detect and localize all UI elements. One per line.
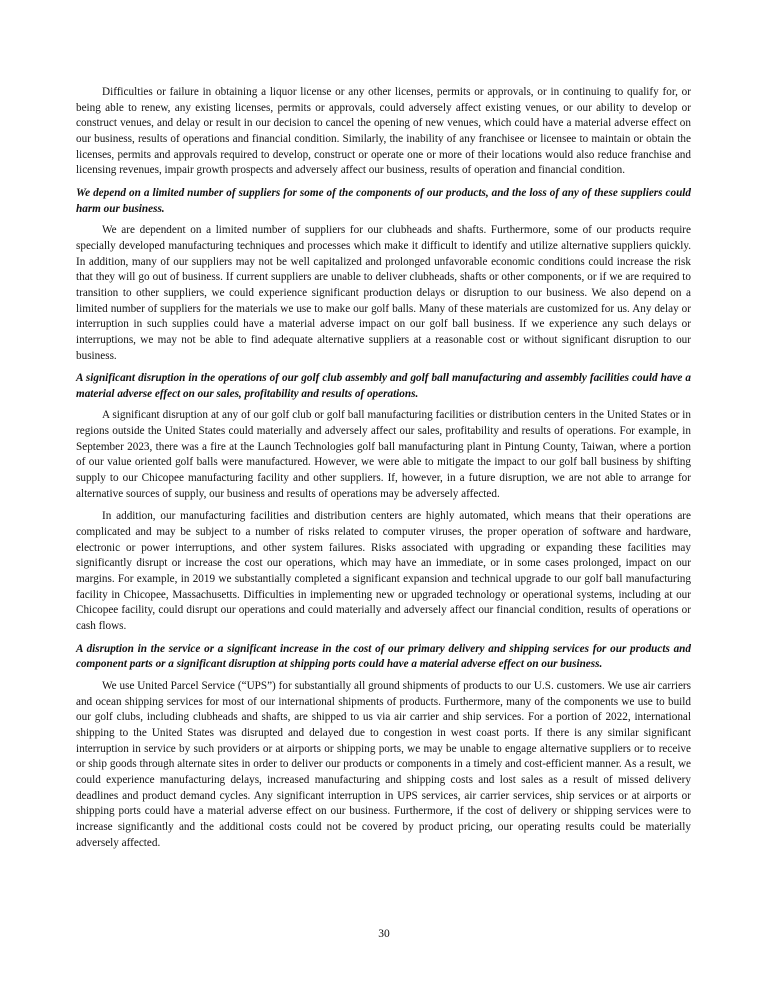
paragraph-suppliers: We are dependent on a limited number of suppliers for our clubheads and shafts. Furthermore, some of our products require specially developed manufacturing techniques and processes which make it difficult to identify and utilize alternative suppliers quickly. In addition, many of our suppliers may not be well capitalized and prolonged unfavorable economic conditions could increase the risk that they will go out of business. If current suppliers are unable to deliver clubheads, shafts or other components, or if we are required to transition to other suppliers, we could experience significant production delays or disruption to our business. We also depend on a limited number of suppliers for the materials we use to make our golf balls. Many of these materials are customized for us. Any delay or interruption in such supplies could have a material adverse impact on our golf ball business. If we experience any such delays or interruptions, we may not be able to find adequate alternative suppliers at a reasonable cost or without significant disruption to our business. bbox=[76, 224, 691, 362]
paragraph-automation-risks: In addition, our manufacturing facilities and distribution centers are highly automated, which means that their operations are complicated and may be subject to a number of risks related to computer viruses, the proper operation of software and hardware, electronic or power interruptions, and other system failures. Risks associated with upgrading or expanding these facilities may significantly disrupt or increase the cost our operations, which may have an immediate, or in some cases prolonged, impact on our margins. For example, in 2019 we substantially completed a significant expansion and technical upgrade to our golf ball manufacturing facility in Chicopee, Massachusetts. Difficulties in implementing new or upgraded technology or operational systems, including at our Chicopee facility, could disrupt our operations and could materially and adversely affect our financial condition, results of operations or cash flows. bbox=[76, 510, 691, 632]
heading-suppliers: We depend on a limited number of suppliers for some of the components of our products, and the loss of any of these suppliers could harm our business. bbox=[76, 186, 691, 215]
page-number: 30 bbox=[378, 928, 390, 940]
paragraph-shipping-disruption: We use United Parcel Service (“UPS”) for substantially all ground shipments of products to our U.S. customers. We use air carriers and ocean shipping services for most of our international shipments of products. Furthermore, many of the components we use to build our golf clubs, including clubheads and shafts, are shipped to us via air carrier and ship services. For a portion of 2022, international shipping to the United States was disrupted and delayed due to congestion in west coast ports. If there is any similar significant interruption in service by such providers or at airports or shipping ports, we may be unable to engage alternative suppliers or to receive or ship goods through alternate sites in order to deliver our products or components in a timely and cost-efficient manner. As a result, we could experience manufacturing delays, increased manufacturing and shipping costs and lost sales as a result of missed delivery deadlines and product demand cycles. Any significant interruption in UPS services, air carrier services, ship services or at airports or shipping ports could have a material adverse effect on our business. Furthermore, if the cost of delivery or shipping services were to increase significantly and the additional costs could not be covered by product pricing, our operating results could be materially adversely affected. bbox=[76, 679, 691, 849]
heading-shipping-disruption: A disruption in the service or a significant increase in the cost of our primary delivery and shipping services for our products and component parts or a significant disruption at shipping ports could have a material adverse effect on our business. bbox=[76, 642, 691, 671]
heading-manufacturing-disruption: A significant disruption in the operations of our golf club assembly and golf ball manufacturing and assembly facilities could have a material adverse effect on our sales, profitability and results of operations. bbox=[76, 372, 691, 400]
paragraph-licenses: Difficulties or failure in obtaining a liquor license or any other licenses, permits or approvals, or in continuing to qualify for, or being able to renew, any existing licenses, permits or approvals, could adversely affect existing venues, or our ability to develop or construct venues, and delay or result in our decision to cancel the opening of new venues, which could have a material adverse effect on our business, results of operations and financial condition. Similarly, the inability of any franchisee or licensee to maintain or obtain the licenses, permits and approvals required to develop, construct or operate one or more of their locations would also reduce franchise and licensing revenues, impair growth prospects and adversely affect our business, results of operation and financial condition. bbox=[76, 86, 691, 177]
paragraph-manufacturing-disruption: A significant disruption at any of our golf club or golf ball manufacturing facilities or distribution centers in the United States or in regions outside the United States could materially and adversely affect our sales, profitability and results of operations. For example, in September 2023, there was a fire at the Launch Technologies golf ball manufacturing plant in Pintung County, Taiwan, where a portion of our value oriented golf balls were manufactured. However, we were able to mitigate the impact to our golf ball business by shifting supply to our Chicopee manufacturing facility and other suppliers. If, however, in a future disruption, we are not able to arrange for alternative sources of supply, our business and results of operations may be adversely affected. bbox=[76, 409, 691, 500]
